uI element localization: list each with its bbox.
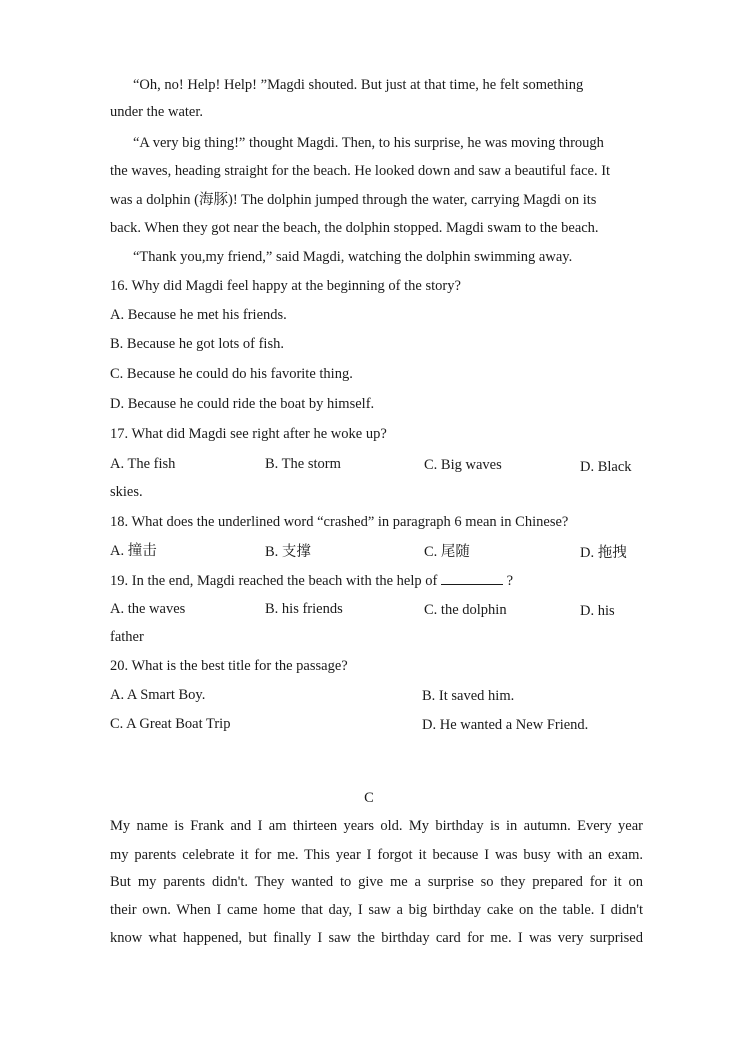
question-20-option-a: A. A Smart Boy. (110, 687, 206, 703)
option-text: A. 撞击 (110, 543, 157, 559)
question-20-option-b: B. It saved him. (422, 688, 515, 704)
option-text: D. 拖拽 (580, 545, 627, 561)
passage-line: under the water. (110, 104, 204, 120)
question-17-option-a: A. The fish (110, 456, 176, 472)
answer-blank (441, 570, 503, 585)
option-text: B. 支撑 (265, 544, 311, 560)
option-text: C. 尾随 (424, 544, 470, 560)
section-c-line: their own. When I came home that day, I saw a big birthday cake on the table. I didn't (110, 902, 643, 918)
question-16-stem: 16. Why did Magdi feel happy at the beginning of the story? (110, 278, 461, 294)
passage-line: “Oh, no! Help! Help! ”Magdi shouted. But just at that time, he felt something (133, 77, 584, 93)
section-c-line: know what happened, but finally I saw the birthday card for me. I was very surprised (110, 930, 643, 946)
section-c-line: My name is Frank and I am thirteen years old. My birthday is in autumn. Every year (110, 818, 643, 834)
question-17-option-b: B. The storm (265, 456, 341, 472)
question-16-option-d: D. Because he could ride the boat by himself. (110, 396, 375, 412)
question-18-option-c (424, 542, 470, 562)
question-19-option-b: B. his friends (265, 601, 343, 617)
question-19-option-c: C. the dolphin (424, 602, 507, 618)
section-c-line: But my parents didn't. They wanted to give me a surprise so they prepared for it on (110, 874, 643, 890)
passage-line: “A very big thing!” thought Magdi. Then, to his surprise, he was moving through (133, 135, 604, 151)
question-16-option-b: B. Because he got lots of fish. (110, 336, 284, 352)
passage-line: the waves, heading straight for the beach. He looked down and saw a beautiful face. It (110, 163, 611, 179)
question-19-stem-end: ? (506, 573, 514, 589)
question-19-option-d-continued: father (110, 629, 144, 645)
question-19-option-a: A. the waves (110, 601, 186, 617)
question-18-option-a (110, 541, 157, 561)
question-17-option-d: D. Black (580, 459, 632, 475)
question-18-option-b (265, 542, 311, 562)
question-17-option-c: C. Big waves (424, 457, 502, 473)
section-c-line: my parents celebrate it for me. This year I forgot it because I was busy with an exam. (110, 847, 643, 863)
question-20-stem: 20. What is the best title for the passage? (110, 658, 348, 674)
question-17-stem: 17. What did Magdi see right after he woke up? (110, 426, 387, 442)
passage-line: “Thank you,my friend,” said Magdi, watching the dolphin swimming away. (133, 249, 573, 265)
passage-line: was a dolphin (海豚)! The dolphin jumped through the water, carrying Magdi on its (110, 192, 597, 208)
question-19-stem (110, 570, 513, 591)
question-16-option-c: C. Because he could do his favorite thing. (110, 366, 353, 382)
question-18-stem: 18. What does the underlined word “crashed” in paragraph 6 mean in Chinese? (110, 514, 569, 530)
question-19-stem-text: 19. In the end, Magdi reached the beach with the help of (110, 573, 438, 589)
passage-line: back. When they got near the beach, the dolphin stopped. Magdi swam to the beach. (110, 220, 599, 236)
section-heading: C (364, 790, 374, 806)
question-20-option-c: C. A Great Boat Trip (110, 716, 231, 732)
question-16-option-a: A. Because he met his friends. (110, 307, 287, 323)
question-17-option-d-continued: skies. (110, 484, 143, 500)
question-20-option-d: D. He wanted a New Friend. (422, 717, 589, 733)
question-18-option-d (580, 543, 627, 563)
question-19-option-d: D. his (580, 603, 615, 619)
